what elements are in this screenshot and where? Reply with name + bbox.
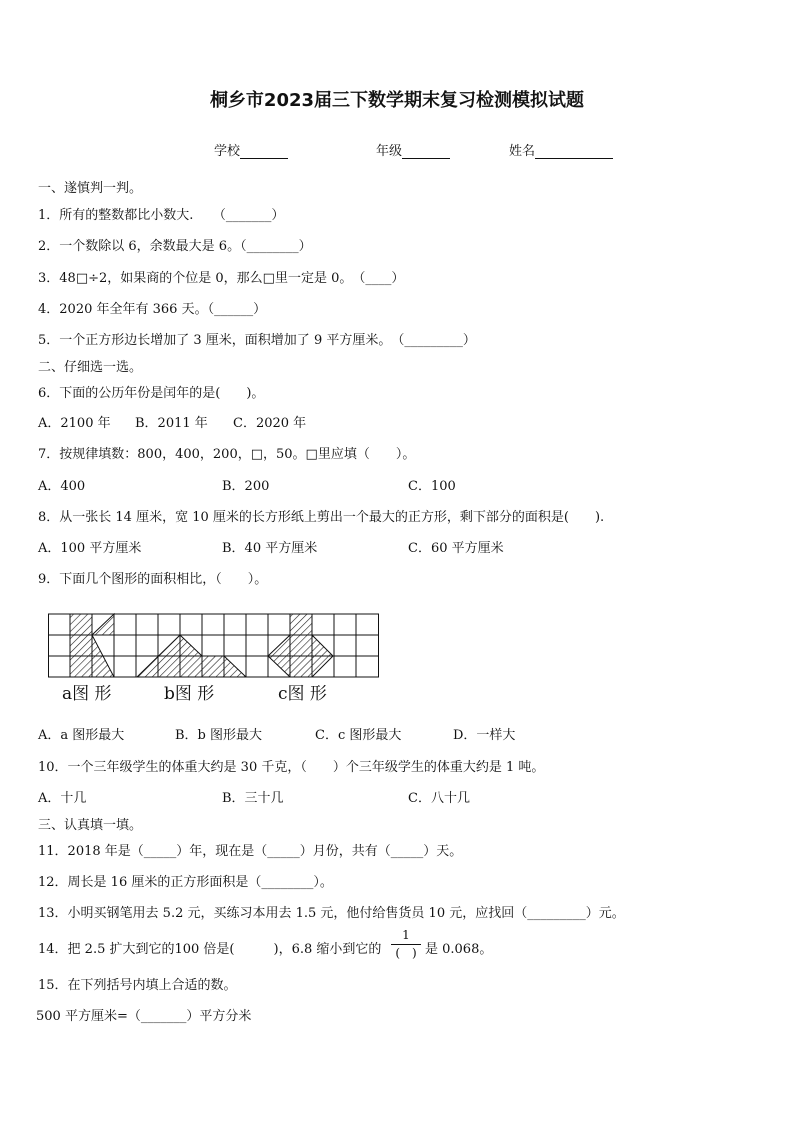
question-15: 15．在下列括号内填上合适的数。 (38, 978, 237, 993)
question-2: 2．一个数除以 6，余数最大是 6。（________） (38, 239, 312, 254)
q9-option-c[interactable]: C．c 图形最大 (315, 728, 402, 743)
question-15-item-1: 500 平方厘米=（_______）平方分米 (36, 1009, 252, 1024)
grade-field (376, 140, 450, 159)
section-1-heading: 一、遂慎判一判。 (38, 181, 143, 196)
q14-fraction (389, 928, 423, 961)
name-field (509, 140, 613, 159)
question-10: 10．一个三年级学生的体重大约是 30 千克，（ ）个三年级学生的体重大约是 1 吨。 (38, 760, 545, 775)
question-13: 13．小明买钢笔用去 5.2 元，买练习本用去 1.5 元，他付给售货员 10 元，应找回（_________）元。 (38, 906, 625, 921)
q9-option-d[interactable]: D．一样大 (453, 728, 516, 743)
question-8: 8．从一张长 14 厘米，宽 10 厘米的长方形纸上剪出一个最大的正方形，剩下部分的面积是( ). (38, 510, 605, 525)
grid-figure (48, 611, 384, 707)
q6-option-c[interactable]: C．2020 年 (233, 416, 307, 431)
name-label: 姓名 (509, 144, 536, 159)
section-3-heading: 三、认真填一填。 (38, 818, 143, 833)
question-14-part-2: 是 0.068。 (425, 942, 493, 957)
q7-option-a[interactable]: A．400 (38, 479, 86, 494)
question-3: 3．48□÷2，如果商的个位是 0，那么□里一定是 0。 （____） (38, 271, 405, 286)
q14-fraction-bar (391, 944, 421, 945)
q14-fraction-numerator: 1 (402, 928, 410, 942)
q10-option-b[interactable]: B．三十几 (222, 791, 284, 806)
school-blank[interactable] (240, 144, 288, 159)
q8-option-b[interactable]: B．40 平方厘米 (222, 541, 318, 556)
question-11: 11．2018 年是（_____）年，现在是（_____）月份，共有（_____）天。 (38, 844, 463, 859)
q9-option-a[interactable]: A．a 图形最大 (38, 728, 125, 743)
school-label: 学校 (214, 144, 241, 159)
page-title: 桐乡市2023届三下数学期末复习检测模拟试题 (209, 90, 585, 111)
q9-option-b[interactable]: B．b 图形最大 (175, 728, 263, 743)
section-2-heading: 二、仔细选一选。 (38, 360, 143, 375)
q8-option-a[interactable]: A．100 平方厘米 (38, 541, 142, 556)
q10-option-c[interactable]: C．八十几 (408, 791, 470, 806)
q7-option-c[interactable]: C．100 (408, 479, 456, 494)
q6-option-a[interactable]: A．2100 年 (38, 416, 111, 431)
question-4: 4．2020 年全年有 366 天。（______） (38, 302, 267, 317)
q14-fraction-denominator[interactable]: ( ) (395, 946, 417, 960)
school-field (214, 140, 288, 159)
question-1: 1．所有的整数都比小数大. （_______） (38, 208, 285, 223)
grade-blank[interactable] (402, 144, 450, 159)
question-7: 7．按规律填数：800，400，200，□，50。□里应填（ ）。 (38, 447, 416, 462)
figure-c-shape (268, 614, 333, 677)
question-9: 9．下面几个图形的面积相比，（ ）。 (38, 572, 268, 587)
question-12: 12．周长是 16 厘米的正方形面积是（________）。 (38, 875, 333, 890)
q6-option-b[interactable]: B．2011 年 (135, 416, 208, 431)
question-6: 6．下面的公历年份是闰年的是( )。 (38, 386, 265, 401)
figure-a-label: a图 形 (62, 684, 112, 704)
q7-option-b[interactable]: B．200 (222, 479, 270, 494)
grade-label: 年级 (376, 144, 403, 159)
figure-c-label: c图 形 (278, 684, 327, 704)
figure-b-label: b图 形 (164, 684, 215, 704)
question-5: 5．一个正方形边长增加了 3 厘米，面积增加了 9 平方厘米。 （_________） (38, 333, 476, 348)
name-blank[interactable] (535, 144, 613, 159)
q8-option-c[interactable]: C．60 平方厘米 (408, 541, 504, 556)
q10-option-a[interactable]: A．十几 (38, 791, 87, 806)
question-14-part-1: 14．把 2.5 扩大到它的100 倍是( )，6.8 缩小到它的 (38, 942, 382, 957)
